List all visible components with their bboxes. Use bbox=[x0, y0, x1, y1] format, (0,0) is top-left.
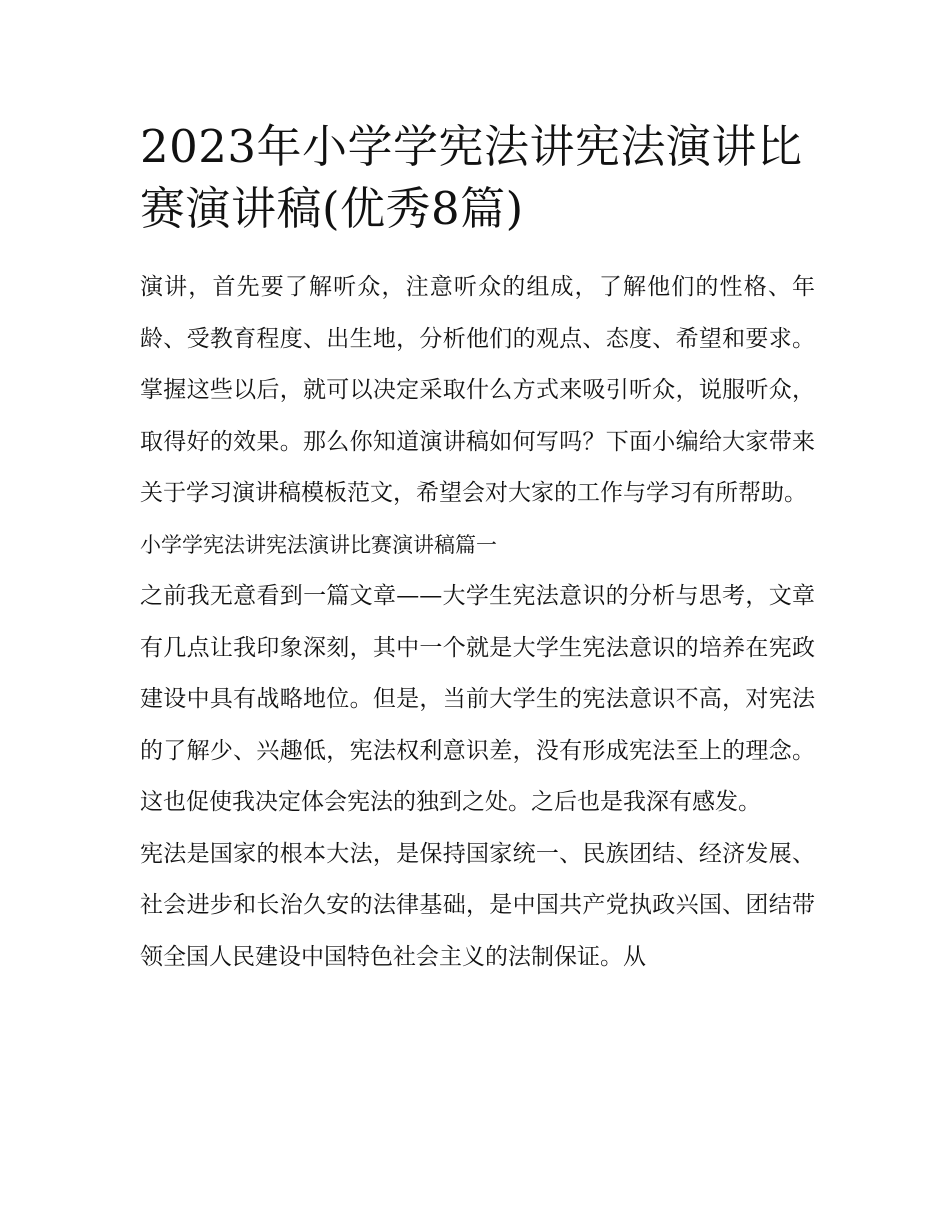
section-paragraph-1: 之前我无意看到一篇文章——大学生宪法意识的分析与思考，文章有几点让我印象深刻，其中一个就是大学生宪法意识的培养在宪政建设中具有战略地位。但是，当前大学生的宪法意识不高，对宪法的了解少、兴趣低，宪法权利意识差，没有形成宪法至上的理念。这也促使我决定体会宪法的独到之处。之后也是我深有感发。 bbox=[140, 583, 815, 815]
document-body bbox=[140, 116, 815, 983]
document-title: 2023年小学学宪法讲宪法演讲比赛演讲稿(优秀8篇) bbox=[140, 120, 803, 235]
section-paragraph-2: 宪法是国家的根本大法，是保持国家统一、民族团结、经济发展、社会进步和长治久安的法律基础，是中国共产党执政兴国、团结带领全国人民建设中国特色社会主义的法制保证。从 bbox=[140, 840, 815, 970]
section-heading: 小学学宪法讲宪法演讲比赛演讲稿篇一 bbox=[140, 532, 497, 557]
intro-paragraph: 演讲，首先要了解听众，注意听众的组成，了解他们的性格、年龄、受教育程度、出生地，分析他们的观点、态度、希望和要求。掌握这些以后，就可以决定采取什么方式来吸引听众，说服听众，取得好的效果。那么你知道演讲稿如何写吗？下面小编给大家带来关于学习演讲稿模板范文，希望会对大家的工作与学习有所帮助。 bbox=[140, 274, 815, 506]
